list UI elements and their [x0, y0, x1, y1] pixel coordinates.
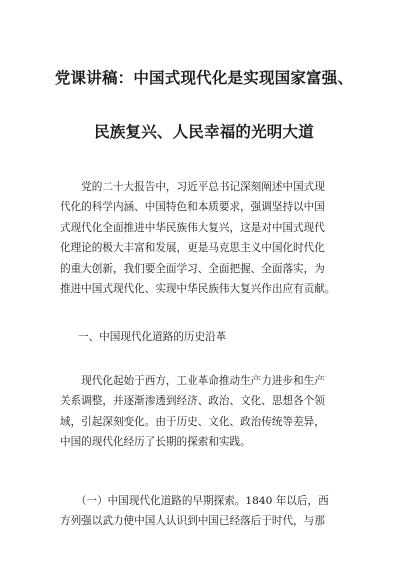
section-heading: 一、中国现代化道路的历史沿革: [78, 331, 227, 343]
paragraph-line: （一）中国现代化道路的早期探索。1840 年以后，西: [60, 495, 329, 507]
paragraph-line: 中国的现代化经历了长期的探索和实践。: [60, 436, 251, 449]
paragraph-line: 代化的科学内涵、中国特色和本质要求，强调坚持以中国: [60, 201, 325, 214]
paragraph-line: 现代化起始于西方，工业革命推动生产力进步和生产: [60, 375, 325, 387]
paragraph-line: 式现代化全面推进中华民族伟大复兴，这是对中国式现代: [60, 221, 325, 234]
paragraph-line: 的重大创新，我们要全面学习、全面把握、全面落实，为: [60, 262, 325, 275]
paragraph-modernization-origin: [60, 371, 356, 453]
document-title-line-1: 党课讲稿：中国式现代化是实现国家富强、: [54, 69, 354, 87]
paragraph-early-exploration: [60, 491, 356, 532]
document-title-line-2: 民族复兴、人民幸福的光明大道: [94, 123, 314, 141]
paragraph-line: 推进中国式现代化、实现中华民族伟大复兴作出应有贡献。: [60, 283, 336, 296]
paragraph-line: 方列强以武力使中国人认识到中国已经落后于时代，与那: [60, 515, 325, 528]
paragraph-intro: [60, 177, 356, 299]
paragraph-line: 党的二十大报告中，习近平总书记深刻阐述中国式现: [60, 181, 325, 193]
paragraph-line: 域，引起深刻变化。由于历史、文化、政治传统等差异，: [60, 415, 325, 428]
paragraph-line: 关系调整，并逐渐渗透到经济、政治、文化、思想各个领: [60, 395, 325, 408]
paragraph-line: 化理论的极大丰富和发展，更是马克思主义中国化时代化: [60, 242, 325, 255]
